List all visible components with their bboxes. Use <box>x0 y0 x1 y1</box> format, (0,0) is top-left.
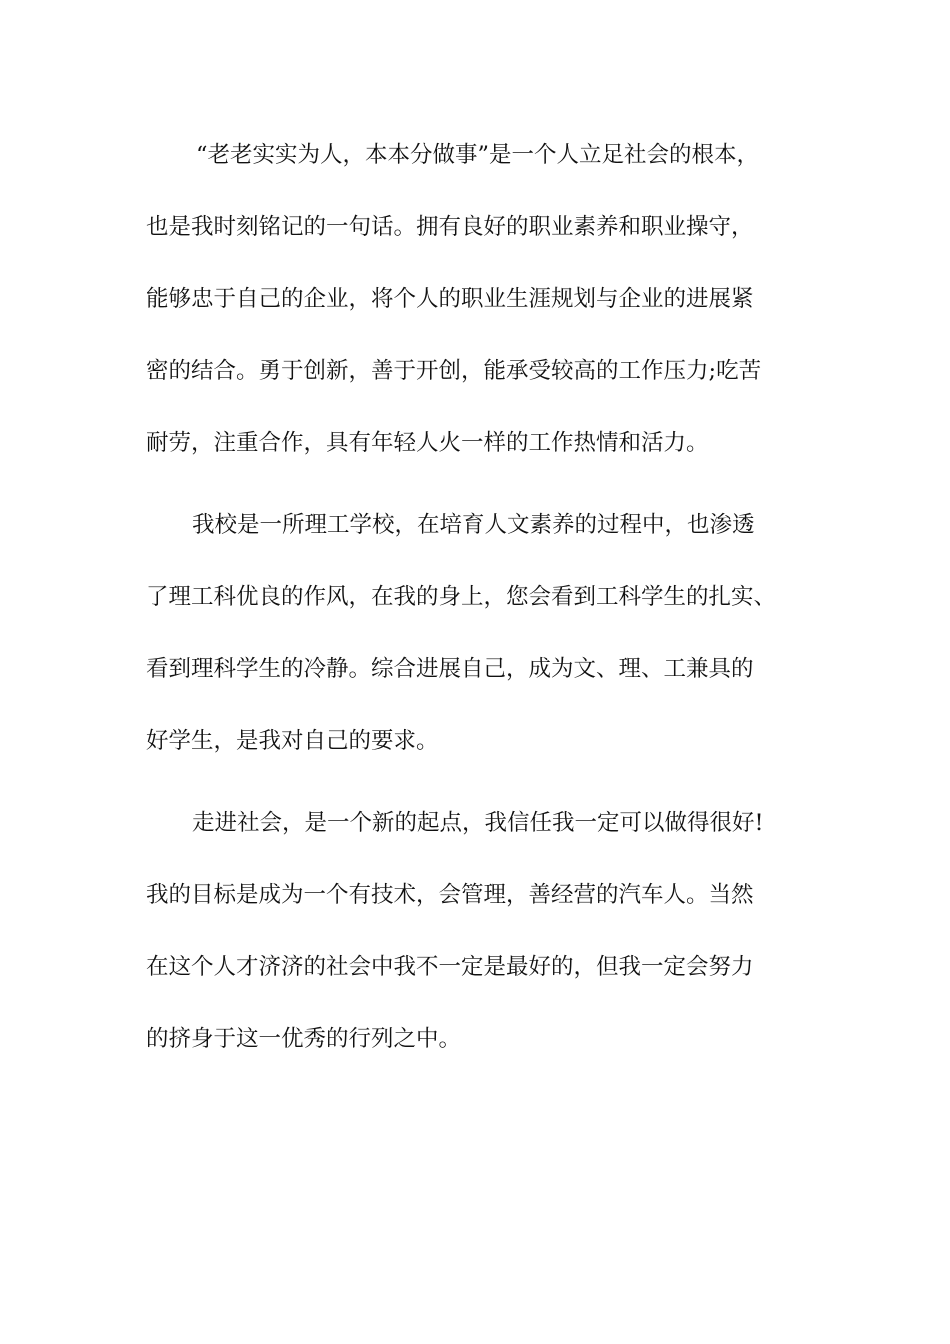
paragraph-1-line-3: 能够忠于自己的企业，将个人的职业生涯规划与企业的进展紧 <box>146 286 754 312</box>
paragraph-1-line-5: 耐劳，注重合作，具有年轻人火一样的工作热情和活力。 <box>146 430 709 456</box>
paragraph-2-line-2: 了理工科优良的作风，在我的身上，您会看到工科学生的扎实、 <box>146 584 777 610</box>
paragraph-3-line-4: 的挤身于这一优秀的行列之中。 <box>146 1026 462 1052</box>
paragraph-2-line-4: 好学生，是我对自己的要求。 <box>146 728 439 754</box>
paragraph-1-line-2: 也是我时刻铭记的一句话。拥有良好的职业素养和职业操守， <box>146 214 754 240</box>
paragraph-2-line-1: 我校是一所理工学校，在培育人文素养的过程中，也渗透 <box>192 512 755 538</box>
paragraph-1-line-1: “老老实实为人，本本分做事”是一个人立足社会的根本， <box>196 142 760 168</box>
paragraph-2-line-3: 看到理科学生的冷静。综合进展自己，成为文、理、工兼具的 <box>146 656 754 682</box>
paragraph-3-line-1: 走进社会，是一个新的起点，我信任我一定可以做得很好! <box>192 810 764 836</box>
paragraph-3-line-3: 在这个人才济济的社会中我不一定是最好的，但我一定会努力 <box>146 954 754 980</box>
paragraph-1-line-4: 密的结合。勇于创新，善于开创，能承受较高的工作压力;吃苦 <box>146 358 762 384</box>
paragraph-3-line-2: 我的目标是成为一个有技术，会管理，善经营的汽车人。当然 <box>146 882 754 908</box>
